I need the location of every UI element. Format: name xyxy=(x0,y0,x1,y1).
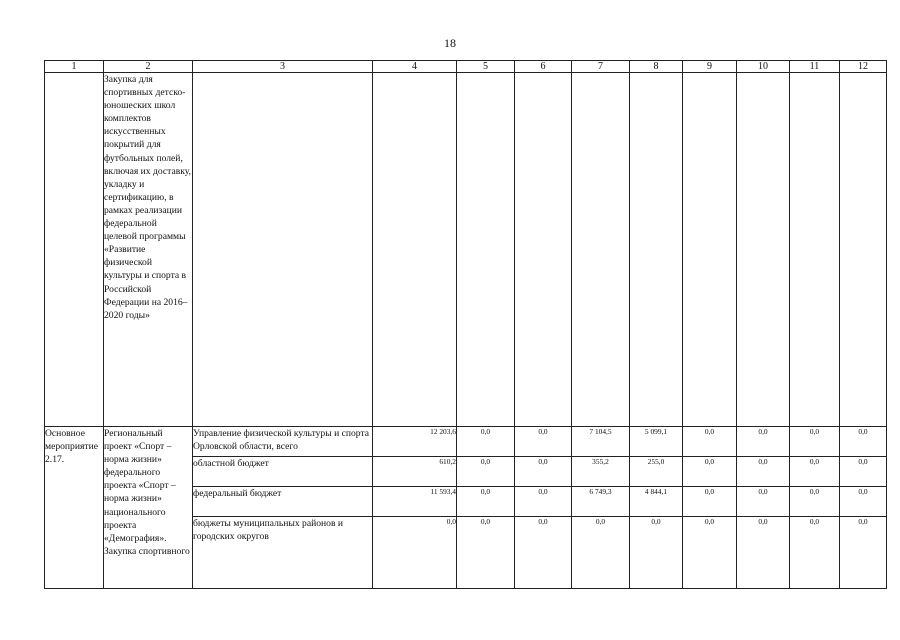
activity-description: Закупка для спортивных детско-юношеских школ комплектов искусственных покрытий для футбольных полей, включая их доставку, укладку и сертификацию, в рамках реализации федеральной целевой программы «Развитие физической культуры и спорта в Российской Федерации на 2016–2020 годы» xyxy=(104,73,193,427)
value-cell: 0,0 xyxy=(373,517,457,589)
funding-source: федеральный бюджет xyxy=(193,487,373,517)
column-header: 2 xyxy=(104,61,193,73)
value-cell: 0,0 xyxy=(457,457,515,487)
value-cell: 0,0 xyxy=(515,487,572,517)
value-cell: 0,0 xyxy=(790,517,840,589)
value-cell: 0,0 xyxy=(737,487,790,517)
value-cell: 0,0 xyxy=(457,427,515,457)
value-cell: 0,0 xyxy=(457,517,515,589)
value-cell: 11 593,4 xyxy=(373,487,457,517)
value-cell: 12 203,6 xyxy=(373,427,457,457)
value-cell: 0,0 xyxy=(737,457,790,487)
value-cell: 0,0 xyxy=(840,457,887,487)
column-header: 8 xyxy=(630,61,683,73)
column-header: 12 xyxy=(840,61,887,73)
value-cell: 0,0 xyxy=(572,517,630,589)
value-cell: 4 844,1 xyxy=(630,487,683,517)
value-cell: 0,0 xyxy=(790,427,840,457)
table-row xyxy=(45,427,887,457)
column-header: 5 xyxy=(457,61,515,73)
value-cell: 0,0 xyxy=(840,427,887,457)
activity-description: Региональный проект «Спорт – норма жизни» федерального проекта «Спорт – норма жизни» национального проекта «Демография». Закупка спортивного xyxy=(104,427,193,589)
funding-source: бюджеты муниципальных районов и городских округов xyxy=(193,517,373,589)
page-number: 18 xyxy=(444,36,456,50)
value-cell: 355,2 xyxy=(572,457,630,487)
value-cell: 0,0 xyxy=(683,487,737,517)
value-cell: 0,0 xyxy=(790,487,840,517)
value-cell: 0,0 xyxy=(683,427,737,457)
value-cell: 0,0 xyxy=(790,457,840,487)
value-cell: 0,0 xyxy=(840,517,887,589)
value-cell: 0,0 xyxy=(457,487,515,517)
value-cell: 610,2 xyxy=(373,457,457,487)
header-row xyxy=(45,61,887,73)
value-cell: 5 099,1 xyxy=(630,427,683,457)
value-cell: 0,0 xyxy=(737,427,790,457)
value-cell: 0,0 xyxy=(515,427,572,457)
value-cell: 0,0 xyxy=(737,517,790,589)
value-cell: 0,0 xyxy=(683,457,737,487)
value-cell: 0,0 xyxy=(840,487,887,517)
column-header: 10 xyxy=(737,61,790,73)
funding-source: областной бюджет xyxy=(193,457,373,487)
budget-table xyxy=(44,60,887,589)
value-cell: 0,0 xyxy=(683,517,737,589)
column-header: 11 xyxy=(790,61,840,73)
value-cell: 255,0 xyxy=(630,457,683,487)
column-header: 1 xyxy=(45,61,104,73)
value-cell: 0,0 xyxy=(515,517,572,589)
column-header: 6 xyxy=(515,61,572,73)
funding-source: Управление физической культуры и спорта Орловской области, всего xyxy=(193,427,373,457)
value-cell: 0,0 xyxy=(515,457,572,487)
table-row xyxy=(45,73,887,427)
column-header: 4 xyxy=(373,61,457,73)
value-cell: 0,0 xyxy=(630,517,683,589)
column-header: 3 xyxy=(193,61,373,73)
activity-label: Основное мероприятие 2.17. xyxy=(45,427,104,589)
value-cell: 6 749,3 xyxy=(572,487,630,517)
value-cell: 7 104,5 xyxy=(572,427,630,457)
column-header: 7 xyxy=(572,61,630,73)
column-header: 9 xyxy=(683,61,737,73)
